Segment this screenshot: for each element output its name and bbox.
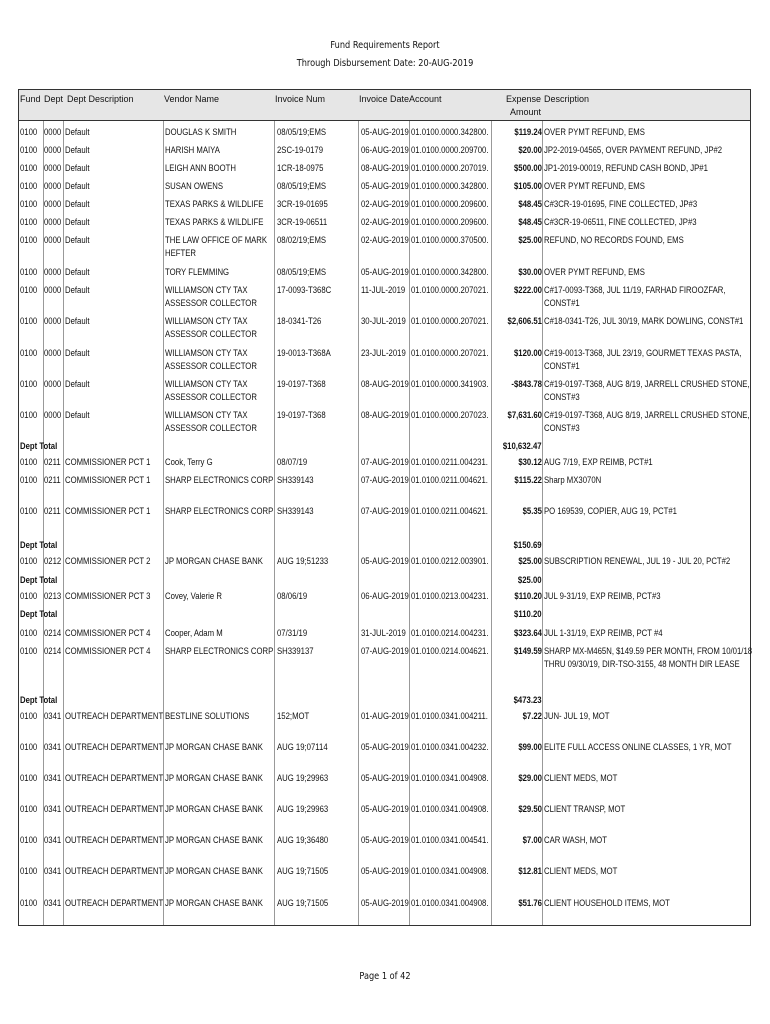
dept-total-label: Dept Total — [20, 695, 58, 705]
cell-dept: 0000 — [44, 181, 62, 191]
cell-vendor: SHARP ELECTRONICS CORP — [165, 506, 274, 516]
cell-dept: 0211 — [44, 506, 61, 516]
cell-vendor: WILLIAMSON CTY TAX ASSESSOR COLLECTOR — [165, 410, 257, 433]
report-subtitle: Through Disbursement Date: 20-AUG-2019 — [296, 58, 474, 69]
cell-dept-desc: Default — [65, 181, 90, 191]
cell-account: 01.0100.0341.004211. — [411, 711, 488, 721]
cell-description: CLIENT MEDS, MOT — [544, 773, 618, 783]
cell-fund: 0100 — [20, 711, 38, 721]
header-vendor-name: Vendor Name — [164, 94, 220, 104]
cell-dept: 0000 — [44, 127, 62, 137]
cell-description: C#19-0013-T368, JUL 23/19, GOURMET TEXAS PASTA, CONST#1 — [544, 348, 742, 371]
cell-dept-desc: OUTREACH DEPARTMENT — [65, 804, 164, 814]
cell-amount: $7,631.60 — [507, 410, 542, 420]
cell-invoice-date: 05-AUG-2019 — [361, 181, 409, 191]
cell-description: REFUND, NO RECORDS FOUND, EMS — [544, 235, 684, 245]
cell-account: 01.0100.0341.004232. — [411, 742, 489, 752]
cell-vendor: WILLIAMSON CTY TAX ASSESSOR COLLECTOR — [165, 316, 257, 339]
cell-invoice-date: 23-JUL-2019 — [361, 348, 406, 358]
cell-amount: $105.00 — [513, 181, 542, 191]
cell-description: AUG 7/19, EXP REIMB, PCT#1 — [544, 457, 653, 467]
cell-dept: 0000 — [44, 199, 62, 209]
cell-dept: 0000 — [44, 163, 62, 173]
cell-account: 01.0100.0341.004908. — [411, 866, 489, 876]
cell-amount: $7.22 — [522, 711, 542, 721]
cell-invoice-num: AUG 19;71505 — [277, 898, 329, 908]
cell-invoice-num: 08/05/19;EMS — [277, 127, 327, 137]
cell-invoice-date: 31-JUL-2019 — [361, 628, 406, 638]
cell-account: 01.0100.0213.004231. — [411, 591, 489, 601]
cell-vendor: HARISH MAIYA — [165, 145, 220, 155]
cell-dept: 0000 — [44, 410, 62, 420]
cell-description: JUN- JUL 19, MOT — [544, 711, 610, 721]
cell-invoice-date: 05-AUG-2019 — [361, 127, 409, 137]
cell-dept: 0341 — [44, 866, 62, 876]
cell-invoice-date: 05-AUG-2019 — [361, 898, 409, 908]
cell-amount: $2,606.51 — [507, 316, 542, 326]
cell-invoice-num: 3CR-19-06511 — [277, 217, 328, 227]
cell-invoice-date: 08-AUG-2019 — [361, 163, 409, 173]
cell-vendor: JP MORGAN CHASE BANK — [165, 804, 263, 814]
cell-vendor: DOUGLAS K SMITH — [165, 127, 237, 137]
cell-account: 01.0100.0000.209600. — [411, 199, 489, 209]
cell-invoice-num: 18-0341-T26 — [277, 316, 322, 326]
cell-invoice-date: 01-AUG-2019 — [361, 711, 409, 721]
cell-amount: $222.00 — [513, 285, 542, 295]
cell-account: 01.0100.0214.004621. — [411, 646, 489, 656]
cell-account: 01.0100.0000.341903. — [411, 379, 489, 389]
cell-description: C#19-0197-T368, AUG 8/19, JARRELL CRUSHED STONE, CONST#3 — [544, 410, 750, 433]
dept-total-label: Dept Total — [20, 540, 58, 550]
cell-invoice-date: 05-AUG-2019 — [361, 773, 409, 783]
cell-amount: $20.00 — [518, 145, 542, 155]
cell-fund: 0100 — [20, 742, 38, 752]
cell-vendor: JP MORGAN CHASE BANK — [165, 898, 263, 908]
cell-dept: 0341 — [44, 804, 62, 814]
cell-vendor: WILLIAMSON CTY TAX ASSESSOR COLLECTOR — [165, 379, 257, 402]
cell-invoice-date: 30-JUL-2019 — [361, 316, 406, 326]
cell-dept: 0000 — [44, 145, 62, 155]
dept-total-amount: $10,632.47 — [502, 441, 542, 451]
cell-fund: 0100 — [20, 457, 38, 467]
cell-amount: $323.64 — [513, 628, 542, 638]
header-fund: Fund — [20, 94, 41, 104]
cell-invoice-num: 08/02/19;EMS — [277, 235, 327, 245]
dept-total-label: Dept Total — [20, 441, 58, 451]
cell-dept-desc: COMMISSIONER PCT 2 — [65, 556, 151, 566]
cell-invoice-num: 08/05/19;EMS — [277, 181, 327, 191]
cell-amount: $30.12 — [518, 457, 542, 467]
header-invoice-date: Invoice Date — [359, 94, 410, 104]
cell-dept-desc: Default — [65, 235, 90, 245]
cell-account: 01.0100.0000.207019. — [411, 163, 489, 173]
cell-dept-desc: Default — [65, 163, 90, 173]
cell-amount: $48.45 — [518, 199, 542, 209]
cell-fund: 0100 — [20, 646, 38, 656]
cell-fund: 0100 — [20, 316, 38, 326]
cell-description: CLIENT MEDS, MOT — [544, 866, 618, 876]
cell-vendor: JP MORGAN CHASE BANK — [165, 556, 263, 566]
cell-invoice-num: 08/07/19 — [277, 457, 308, 467]
cell-description: C#3CR-19-01695, FINE COLLECTED, JP#3 — [544, 199, 698, 209]
cell-invoice-date: 02-AUG-2019 — [361, 235, 409, 245]
cell-dept: 0214 — [44, 628, 62, 638]
cell-account: 01.0100.0000.342800. — [411, 267, 489, 277]
cell-dept: 0213 — [44, 591, 62, 601]
cell-vendor: TEXAS PARKS & WILDLIFE — [165, 217, 264, 227]
cell-account: 01.0100.0000.342800. — [411, 127, 489, 137]
cell-fund: 0100 — [20, 267, 38, 277]
cell-dept: 0341 — [44, 711, 62, 721]
cell-description: SUBSCRIPTION RENEWAL, JUL 19 - JUL 20, PCT#2 — [544, 556, 731, 566]
cell-fund: 0100 — [20, 835, 38, 845]
cell-invoice-date: 07-AUG-2019 — [361, 457, 409, 467]
cell-account: 01.0100.0000.209600. — [411, 217, 489, 227]
cell-description: JP2-2019-04565, OVER PAYMENT REFUND, JP#2 — [544, 145, 723, 155]
cell-description: C#17-0093-T368, JUL 11/19, FARHAD FIROOZFAR, CONST#1 — [544, 285, 726, 308]
cell-account: 01.0100.0211.004621. — [411, 506, 488, 516]
cell-description: CLIENT HOUSEHOLD ITEMS, MOT — [544, 898, 670, 908]
cell-invoice-date: 08-AUG-2019 — [361, 379, 409, 389]
cell-dept-desc: Default — [65, 145, 90, 155]
column-divider — [163, 121, 164, 925]
cell-vendor: TEXAS PARKS & WILDLIFE — [165, 199, 264, 209]
cell-invoice-num: 08/06/19 — [277, 591, 308, 601]
cell-dept-desc: OUTREACH DEPARTMENT — [65, 711, 164, 721]
cell-dept-desc: Default — [65, 379, 90, 389]
cell-account: 01.0100.0341.004908. — [411, 898, 489, 908]
cell-vendor: SHARP ELECTRONICS CORP — [165, 475, 274, 485]
cell-fund: 0100 — [20, 628, 38, 638]
cell-amount: $110.20 — [514, 591, 542, 601]
cell-invoice-num: SH339143 — [277, 475, 314, 485]
cell-vendor: SHARP ELECTRONICS CORP — [165, 646, 274, 656]
cell-account: 01.0100.0000.207021. — [411, 285, 489, 295]
cell-invoice-date: 06-AUG-2019 — [361, 145, 409, 155]
cell-amount: $115.22 — [514, 475, 542, 485]
page-footer: Page 1 of 42 — [359, 971, 411, 982]
dept-total-amount: $25.00 — [517, 575, 542, 585]
cell-dept: 0000 — [44, 217, 62, 227]
cell-dept-desc: OUTREACH DEPARTMENT — [65, 773, 164, 783]
cell-invoice-date: 07-AUG-2019 — [361, 475, 409, 485]
cell-invoice-num: AUG 19;36480 — [277, 835, 329, 845]
cell-invoice-num: 19-0013-T368A — [277, 348, 331, 358]
header-amount: Amount — [509, 107, 541, 117]
cell-fund: 0100 — [20, 804, 38, 814]
cell-account: 01.0100.0211.004231. — [411, 457, 488, 467]
cell-invoice-date: 07-AUG-2019 — [361, 646, 409, 656]
cell-vendor: JP MORGAN CHASE BANK — [165, 773, 263, 783]
cell-invoice-num: 152;MOT — [277, 711, 310, 721]
cell-dept: 0000 — [44, 285, 62, 295]
cell-dept: 0214 — [44, 646, 62, 656]
cell-invoice-date: 05-AUG-2019 — [361, 835, 409, 845]
cell-dept: 0000 — [44, 348, 62, 358]
cell-amount: $48.45 — [518, 217, 542, 227]
cell-dept: 0000 — [44, 316, 62, 326]
cell-dept: 0211 — [44, 475, 61, 485]
cell-dept-desc: Default — [65, 410, 90, 420]
cell-invoice-date: 06-AUG-2019 — [361, 591, 409, 601]
cell-amount: $119.24 — [514, 127, 542, 137]
cell-fund: 0100 — [20, 506, 38, 516]
cell-amount: $30.00 — [518, 267, 542, 277]
cell-amount: $7.00 — [522, 835, 542, 845]
dept-total-amount: $150.69 — [513, 540, 542, 550]
cell-invoice-num: 3CR-19-01695 — [277, 199, 328, 209]
cell-invoice-num: SH339143 — [277, 506, 314, 516]
cell-fund: 0100 — [20, 285, 38, 295]
cell-fund: 0100 — [20, 866, 38, 876]
cell-invoice-date: 07-AUG-2019 — [361, 506, 409, 516]
cell-dept: 0341 — [44, 835, 62, 845]
cell-dept-desc: OUTREACH DEPARTMENT — [65, 866, 164, 876]
cell-description: C#18-0341-T26, JUL 30/19, MARK DOWLING, CONST#1 — [544, 316, 744, 326]
cell-vendor: JP MORGAN CHASE BANK — [165, 835, 263, 845]
cell-dept-desc: OUTREACH DEPARTMENT — [65, 898, 164, 908]
cell-invoice-date: 05-AUG-2019 — [361, 267, 409, 277]
cell-invoice-date: 05-AUG-2019 — [361, 556, 409, 566]
cell-fund: 0100 — [20, 145, 38, 155]
cell-invoice-num: SH339137 — [277, 646, 314, 656]
cell-amount: $51.76 — [518, 898, 542, 908]
cell-amount: $12.81 — [518, 866, 542, 876]
cell-vendor: JP MORGAN CHASE BANK — [165, 866, 263, 876]
cell-description: JUL 9-31/19, EXP REIMB, PCT#3 — [544, 591, 661, 601]
cell-dept: 0000 — [44, 235, 62, 245]
cell-invoice-date: 02-AUG-2019 — [361, 217, 409, 227]
cell-dept-desc: Default — [65, 217, 90, 227]
cell-dept-desc: COMMISSIONER PCT 1 — [65, 506, 151, 516]
cell-dept-desc: COMMISSIONER PCT 1 — [65, 475, 151, 485]
cell-description: ELITE FULL ACCESS ONLINE CLASSES, 1 YR, MOT — [544, 742, 732, 752]
cell-description: Sharp MX3070N — [544, 475, 602, 485]
cell-dept-desc: COMMISSIONER PCT 4 — [65, 628, 151, 638]
cell-amount: $500.00 — [513, 163, 542, 173]
cell-dept-desc: COMMISSIONER PCT 4 — [65, 646, 151, 656]
cell-account: 01.0100.0341.004908. — [411, 804, 489, 814]
cell-account: 01.0100.0341.004908. — [411, 773, 489, 783]
cell-dept: 0000 — [44, 267, 62, 277]
cell-vendor: Cooper, Adam M — [165, 628, 223, 638]
cell-fund: 0100 — [20, 591, 38, 601]
cell-dept: 0211 — [44, 457, 61, 467]
column-divider — [542, 121, 543, 925]
cell-invoice-num: 07/31/19 — [277, 628, 308, 638]
cell-invoice-date: 05-AUG-2019 — [361, 866, 409, 876]
dept-total-label: Dept Total — [20, 575, 58, 585]
cell-description: JP1-2019-00019, REFUND CASH BOND, JP#1 — [544, 163, 708, 173]
cell-amount: $25.00 — [518, 556, 542, 566]
cell-dept: 0212 — [44, 556, 62, 566]
cell-amount: $99.00 — [518, 742, 542, 752]
cell-amount: $29.50 — [518, 804, 542, 814]
cell-account: 01.0100.0000.207021. — [411, 348, 489, 358]
cell-invoice-date: 05-AUG-2019 — [361, 742, 409, 752]
cell-dept-desc: OUTREACH DEPARTMENT — [65, 835, 164, 845]
cell-amount: -$843.78 — [511, 379, 542, 389]
cell-dept-desc: Default — [65, 316, 90, 326]
cell-dept: 0000 — [44, 379, 62, 389]
header-account: Account — [409, 94, 442, 104]
cell-dept: 0341 — [44, 742, 62, 752]
cell-vendor: JP MORGAN CHASE BANK — [165, 742, 263, 752]
cell-description: OVER PYMT REFUND, EMS — [544, 127, 645, 137]
cell-amount: $29.00 — [518, 773, 542, 783]
cell-fund: 0100 — [20, 410, 38, 420]
cell-vendor: THE LAW OFFICE OF MARK HEFTER — [165, 235, 268, 258]
cell-account: 01.0100.0000.342800. — [411, 181, 489, 191]
cell-description: OVER PYMT REFUND, EMS — [544, 181, 645, 191]
cell-dept-desc: Default — [65, 285, 90, 295]
cell-fund: 0100 — [20, 348, 38, 358]
cell-fund: 0100 — [20, 127, 38, 137]
cell-invoice-num: 08/05/19;EMS — [277, 267, 327, 277]
cell-invoice-num: AUG 19;71505 — [277, 866, 329, 876]
cell-dept-desc: COMMISSIONER PCT 3 — [65, 591, 151, 601]
cell-description: C#3CR-19-06511, FINE COLLECTED, JP#3 — [544, 217, 697, 227]
cell-amount: $5.35 — [522, 506, 542, 516]
cell-vendor: SUSAN OWENS — [165, 181, 224, 191]
header-expense: Expense — [505, 94, 541, 104]
cell-fund: 0100 — [20, 475, 38, 485]
cell-fund: 0100 — [20, 217, 38, 227]
dept-total-amount: $473.23 — [513, 695, 542, 705]
cell-fund: 0100 — [20, 235, 38, 245]
cell-vendor: LEIGH ANN BOOTH — [165, 163, 236, 173]
cell-account: 01.0100.0000.207021. — [411, 316, 489, 326]
cell-invoice-date: 05-AUG-2019 — [361, 804, 409, 814]
cell-description: JUL 1-31/19, EXP REIMB, PCT #4 — [544, 628, 663, 638]
cell-dept: 0341 — [44, 773, 62, 783]
header-dept: Dept — [44, 94, 64, 104]
cell-fund: 0100 — [20, 898, 38, 908]
cell-invoice-num: 2SC-19-0179 — [277, 145, 324, 155]
cell-description: C#19-0197-T368, AUG 8/19, JARRELL CRUSHED STONE, CONST#3 — [544, 379, 750, 402]
cell-amount: $25.00 — [518, 235, 542, 245]
cell-invoice-num: AUG 19;07114 — [277, 742, 328, 752]
cell-dept-desc: OUTREACH DEPARTMENT — [65, 742, 164, 752]
cell-dept-desc: Default — [65, 199, 90, 209]
dept-total-amount: $110.20 — [514, 609, 542, 619]
header-invoice-num: Invoice Num — [275, 94, 326, 104]
cell-description: SHARP MX-M465N, $149.59 PER MONTH, FROM 10/01/18 THRU 09/30/19, DIR-TSO-3155, 48 MONTH DIR LEASE — [544, 646, 753, 669]
cell-invoice-num: 19-0197-T368 — [277, 379, 326, 389]
cell-vendor: TORY FLEMMING — [165, 267, 230, 277]
cell-invoice-num: 17-0093-T368C — [277, 285, 332, 295]
cell-account: 01.0100.0211.004621. — [411, 475, 488, 485]
cell-fund: 0100 — [20, 199, 38, 209]
cell-fund: 0100 — [20, 773, 38, 783]
cell-dept-desc: Default — [65, 348, 90, 358]
cell-description: OVER PYMT REFUND, EMS — [544, 267, 645, 277]
cell-account: 01.0100.0341.004541. — [411, 835, 489, 845]
cell-vendor: BESTLINE SOLUTIONS — [165, 711, 250, 721]
cell-amount: $149.59 — [513, 646, 542, 656]
cell-dept-desc: COMMISSIONER PCT 1 — [65, 457, 151, 467]
dept-total-label: Dept Total — [20, 609, 58, 619]
cell-invoice-num: AUG 19;29963 — [277, 773, 329, 783]
cell-dept-desc: Default — [65, 127, 90, 137]
cell-fund: 0100 — [20, 181, 38, 191]
cell-description: PO 169539, COPIER, AUG 19, PCT#1 — [544, 506, 677, 516]
cell-dept: 0341 — [44, 898, 62, 908]
cell-fund: 0100 — [20, 556, 38, 566]
cell-vendor: WILLIAMSON CTY TAX ASSESSOR COLLECTOR — [165, 348, 257, 371]
cell-invoice-num: 1CR-18-0975 — [277, 163, 324, 173]
cell-account: 01.0100.0000.207023. — [411, 410, 489, 420]
header-description: Description — [544, 94, 590, 104]
cell-account: 01.0100.0000.209700. — [411, 145, 489, 155]
cell-invoice-num: AUG 19;51233 — [277, 556, 329, 566]
cell-account: 01.0100.0000.370500. — [411, 235, 489, 245]
cell-vendor: Covey, Valerie R — [165, 591, 222, 601]
header-dept-description: Dept Description — [67, 94, 134, 104]
cell-vendor: Cook, Terry G — [165, 457, 213, 467]
cell-account: 01.0100.0212.003901. — [411, 556, 489, 566]
cell-fund: 0100 — [20, 163, 38, 173]
cell-invoice-date: 11-JUL-2019 — [361, 285, 406, 295]
cell-dept-desc: Default — [65, 267, 90, 277]
cell-invoice-date: 02-AUG-2019 — [361, 199, 409, 209]
report-title: Fund Requirements Report — [330, 40, 440, 51]
cell-description: CLIENT TRANSP, MOT — [544, 804, 626, 814]
cell-invoice-date: 08-AUG-2019 — [361, 410, 409, 420]
cell-description: CAR WASH, MOT — [544, 835, 607, 845]
cell-invoice-num: 19-0197-T368 — [277, 410, 326, 420]
cell-vendor: WILLIAMSON CTY TAX ASSESSOR COLLECTOR — [165, 285, 257, 308]
cell-fund: 0100 — [20, 379, 38, 389]
cell-amount: $120.00 — [513, 348, 542, 358]
cell-invoice-num: AUG 19;29963 — [277, 804, 329, 814]
cell-account: 01.0100.0214.004231. — [411, 628, 489, 638]
